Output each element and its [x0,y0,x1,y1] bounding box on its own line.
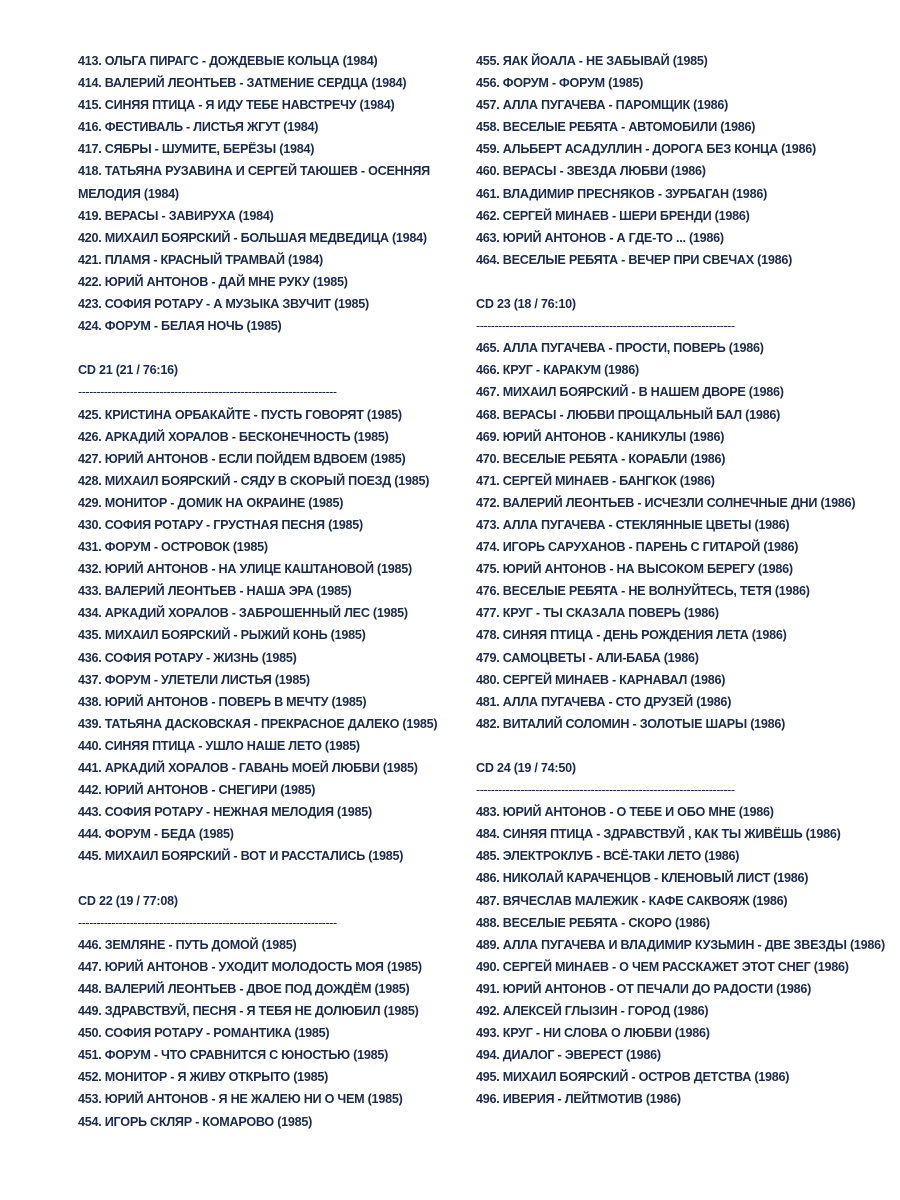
left-column [78,50,458,1133]
track-line: 427. ЮРИЙ АНТОНОВ - ЕСЛИ ПОЙДЕМ ВДВОЕМ (1985) [78,451,406,466]
cd-header: CD 21 (21 / 76:16) [78,363,178,378]
track-line: 437. ФОРУМ - УЛЕТЕЛИ ЛИСТЬЯ (1985) [78,672,310,687]
track-line: 471. СЕРГЕЙ МИНАЕВ - БАНГКОК (1986) [476,473,715,488]
cd-header: CD 23 (18 / 76:10) [476,297,576,312]
track-line: 416. ФЕСТИВАЛЬ - ЛИСТЬЯ ЖГУТ (1984) [78,120,319,135]
track-line: 452. МОНИТОР - Я ЖИВУ ОТКРЫТО (1985) [78,1070,329,1085]
track-line: 479. САМОЦВЕТЫ - АЛИ-БАБА (1986) [476,650,699,665]
separator-line: ---------------------------------------------------------------------- [78,385,337,400]
track-line: 433. ВАЛЕРИЙ ЛЕОНТЬЕВ - НАША ЭРА (1985) [78,584,352,599]
track-line: 488. ВЕСЕЛЫЕ РЕБЯТА - СКОРО (1986) [476,915,710,930]
track-line: 466. КРУГ - КАРАКУМ (1986) [476,363,639,378]
track-line: 494. ДИАЛОГ - ЭВЕРЕСТ (1986) [476,1048,661,1063]
track-line: 465. АЛЛА ПУГАЧЕВА - ПРОСТИ, ПОВЕРЬ (1986) [476,341,764,356]
track-line: 496. ИВЕРИЯ - ЛЕЙТМОТИВ (1986) [476,1092,681,1107]
track-line: 451. ФОРУМ - ЧТО СРАВНИТСЯ С ЮНОСТЬЮ (1985) [78,1048,389,1063]
track-line: 467. МИХАИЛ БОЯРСКИЙ - В НАШЕМ ДВОРЕ (1986) [476,385,784,400]
track-line: 431. ФОРУМ - ОСТРОВОК (1985) [78,540,268,555]
track-line: 418. ТАТЬЯНА РУЗАВИНА И СЕРГЕЙ ТАЮШЕВ - ОСЕННЯЯ МЕЛОДИЯ (1984) [78,164,430,201]
track-line: 487. ВЯЧЕСЛАВ МАЛЕЖИК - КАФЕ САКВОЯЖ (1986) [476,893,788,908]
track-line: 490. СЕРГЕЙ МИНАЕВ - О ЧЕМ РАССКАЖЕТ ЭТОТ СНЕГ (1986) [476,959,849,974]
track-line: 448. ВАЛЕРИЙ ЛЕОНТЬЕВ - ДВОЕ ПОД ДОЖДЁМ (1985) [78,981,410,996]
track-line: 443. СОФИЯ РОТАРУ - НЕЖНАЯ МЕЛОДИЯ (1985) [78,805,372,820]
track-line: 470. ВЕСЕЛЫЕ РЕБЯТА - КОРАБЛИ (1986) [476,451,726,466]
track-line: 489. АЛЛА ПУГАЧЕВА И ВЛАДИМИР КУЗЬМИН - ДВЕ ЗВЕЗДЫ (1986) [476,937,885,952]
track-line: 464. ВЕСЕЛЫЕ РЕБЯТА - ВЕЧЕР ПРИ СВЕЧАХ (1986) [476,252,793,267]
track-line: 482. ВИТАЛИЙ СОЛОМИН - ЗОЛОТЫЕ ШАРЫ (1986) [476,716,786,731]
track-line: 436. СОФИЯ РОТАРУ - ЖИЗНЬ (1985) [78,650,297,665]
track-line: 422. ЮРИЙ АНТОНОВ - ДАЙ МНЕ РУКУ (1985) [78,274,348,289]
track-line: 446. ЗЕМЛЯНЕ - ПУТЬ ДОМОЙ (1985) [78,937,297,952]
track-line: 461. ВЛАДИМИР ПРЕСНЯКОВ - ЗУРБАГАН (1986) [476,186,768,201]
separator-line: ---------------------------------------------------------------------- [476,319,735,334]
track-line: 413. ОЛЬГА ПИРАГС - ДОЖДЕВЫЕ КОЛЬЦА (1984) [78,54,378,68]
track-line: 456. ФОРУМ - ФОРУМ (1985) [476,76,644,91]
track-line: 440. СИНЯЯ ПТИЦА - УШЛО НАШЕ ЛЕТО (1985) [78,738,360,753]
track-line: 445. МИХАИЛ БОЯРСКИЙ - ВОТ И РАССТАЛИСЬ (1985) [78,849,404,864]
track-line: 449. ЗДРАВСТВУЙ, ПЕСНЯ - Я ТЕБЯ НЕ ДОЛЮБИЛ (1985) [78,1004,419,1019]
track-line: 414. ВАЛЕРИЙ ЛЕОНТЬЕВ - ЗАТМЕНИЕ СЕРДЦА (1984) [78,76,407,91]
track-line: 468. ВЕРАСЫ - ЛЮБВИ ПРОЩАЛЬНЫЙ БАЛ (1986) [476,407,781,422]
track-line: 478. СИНЯЯ ПТИЦА - ДЕНЬ РОЖДЕНИЯ ЛЕТА (1986) [476,628,787,643]
track-line: 480. СЕРГЕЙ МИНАЕВ - КАРНАВАЛ (1986) [476,672,726,687]
track-line: 424. ФОРУМ - БЕЛАЯ НОЧЬ (1985) [78,319,282,334]
track-line: 474. ИГОРЬ САРУХАНОВ - ПАРЕНЬ С ГИТАРОЙ (1986) [476,540,799,555]
spacer [476,735,886,757]
track-line: 459. АЛЬБЕРТ АСАДУЛЛИН - ДОРОГА БЕЗ КОНЦА (1986) [476,142,816,157]
track-line: 462. СЕРГЕЙ МИНАЕВ - ШЕРИ БРЕНДИ (1986) [476,208,750,223]
track-line: 420. МИХАИЛ БОЯРСКИЙ - БОЛЬШАЯ МЕДВЕДИЦА (1984) [78,230,427,245]
spacer [78,337,458,359]
track-line: 484. СИНЯЯ ПТИЦА - ЗДРАВСТВУЙ , КАК ТЫ ЖИВЁШЬ (1986) [476,827,841,842]
track-line: 481. АЛЛА ПУГАЧЕВА - СТО ДРУЗЕЙ (1986) [476,694,732,709]
track-line: 421. ПЛАМЯ - КРАСНЫЙ ТРАМВАЙ (1984) [78,252,323,267]
track-line: 450. СОФИЯ РОТАРУ - РОМАНТИКА (1985) [78,1026,330,1041]
track-line: 472. ВАЛЕРИЙ ЛЕОНТЬЕВ - ИСЧЕЗЛИ СОЛНЕЧНЫЕ ДНИ (1986) [476,495,856,510]
track-line: 439. ТАТЬЯНА ДАСКОВСКАЯ - ПРЕКРАСНОЕ ДАЛЕКО (1985) [78,716,438,731]
spacer [78,867,458,889]
track-line: 447. ЮРИЙ АНТОНОВ - УХОДИТ МОЛОДОСТЬ МОЯ (1985) [78,959,422,974]
track-line: 476. ВЕСЕЛЫЕ РЕБЯТА - НЕ ВОЛНУЙТЕСЬ, ТЕТЯ (1986) [476,584,810,599]
track-line: 454. ИГОРЬ СКЛЯР - КОМАРОВО (1985) [78,1114,313,1129]
track-line: 415. СИНЯЯ ПТИЦА - Я ИДУ ТЕБЕ НАВСТРЕЧУ (1984) [78,98,395,113]
track-line: 491. ЮРИЙ АНТОНОВ - ОТ ПЕЧАЛИ ДО РАДОСТИ (1986) [476,981,812,996]
track-line: 419. ВЕРАСЫ - ЗАВИРУХА (1984) [78,208,274,223]
track-line: 457. АЛЛА ПУГАЧЕВА - ПАРОМЩИК (1986) [476,98,729,113]
track-line: 428. МИХАИЛ БОЯРСКИЙ - СЯДУ В СКОРЫЙ ПОЕЗД (1985) [78,473,430,488]
track-line: 458. ВЕСЕЛЫЕ РЕБЯТА - АВТОМОБИЛИ (1986) [476,120,756,135]
track-line: 441. АРКАДИЙ ХОРАЛОВ - ГАВАНЬ МОЕЙ ЛЮБВИ (1985) [78,761,418,775]
track-line: 434. АРКАДИЙ ХОРАЛОВ - ЗАБРОШЕННЫЙ ЛЕС (1985) [78,606,408,621]
track-line: 432. ЮРИЙ АНТОНОВ - НА УЛИЦЕ КАШТАНОВОЙ (1985) [78,562,412,577]
track-line: 486. НИКОЛАЙ КАРАЧЕНЦОВ - КЛЕНОВЫЙ ЛИСТ (1986) [476,871,809,886]
track-line: 492. АЛЕКСЕЙ ГЛЫЗИН - ГОРОД (1986) [476,1004,709,1019]
track-line: 483. ЮРИЙ АНТОНОВ - О ТЕБЕ И ОБО МНЕ (1986) [476,805,774,820]
track-line: 425. КРИСТИНА ОРБАКАЙТЕ - ПУСТЬ ГОВОРЯТ (1985) [78,407,402,422]
track-line: 485. ЭЛЕКТРОКЛУБ - ВСЁ-ТАКИ ЛЕТО (1986) [476,849,740,864]
track-line: 495. МИХАИЛ БОЯРСКИЙ - ОСТРОВ ДЕТСТВА (1986) [476,1070,790,1085]
track-line: 493. КРУГ - НИ СЛОВА О ЛЮБВИ (1986) [476,1026,710,1041]
track-line: 473. АЛЛА ПУГАЧЕВА - СТЕКЛЯННЫЕ ЦВЕТЫ (1986) [476,517,790,532]
cd-header: CD 24 (19 / 74:50) [476,761,576,775]
track-line: 423. СОФИЯ РОТАРУ - А МУЗЫКА ЗВУЧИТ (1985) [78,297,369,312]
track-line: 460. ВЕРАСЫ - ЗВЕЗДА ЛЮБВИ (1986) [476,164,706,179]
right-column [476,50,886,1111]
track-line: 475. ЮРИЙ АНТОНОВ - НА ВЫСОКОМ БЕРЕГУ (1986) [476,562,793,577]
track-line: 430. СОФИЯ РОТАРУ - ГРУСТНАЯ ПЕСНЯ (1985) [78,517,363,532]
track-line: 435. МИХАИЛ БОЯРСКИЙ - РЫЖИЙ КОНЬ (1985) [78,628,366,643]
separator-line: ---------------------------------------------------------------------- [476,783,735,798]
spacer [476,271,886,293]
track-line: 429. МОНИТОР - ДОМИК НА ОКРАИНЕ (1985) [78,495,344,510]
track-line: 469. ЮРИЙ АНТОНОВ - КАНИКУЛЫ (1986) [476,429,725,444]
track-line: 453. ЮРИЙ АНТОНОВ - Я НЕ ЖАЛЕЮ НИ О ЧЕМ (1985) [78,1092,403,1107]
track-line: 438. ЮРИЙ АНТОНОВ - ПОВЕРЬ В МЕЧТУ (1985) [78,694,367,709]
track-line: 426. АРКАДИЙ ХОРАЛОВ - БЕСКОНЕЧНОСТЬ (1985) [78,429,389,444]
separator-line: ---------------------------------------------------------------------- [78,915,337,930]
track-line: 463. ЮРИЙ АНТОНОВ - А ГДЕ-ТО ... (1986) [476,230,724,245]
track-line: 477. КРУГ - ТЫ СКАЗАЛА ПОВЕРЬ (1986) [476,606,719,621]
track-line: 444. ФОРУМ - БЕДА (1985) [78,827,234,842]
track-line: 455. ЯАК ЙОАЛА - НЕ ЗАБЫВАЙ (1985) [476,54,708,68]
track-line: 442. ЮРИЙ АНТОНОВ - СНЕГИРИ (1985) [78,783,316,798]
track-line: 417. СЯБРЫ - ШУМИТЕ, БЕРЁЗЫ (1984) [78,142,315,157]
cd-header: CD 22 (19 / 77:08) [78,893,178,908]
